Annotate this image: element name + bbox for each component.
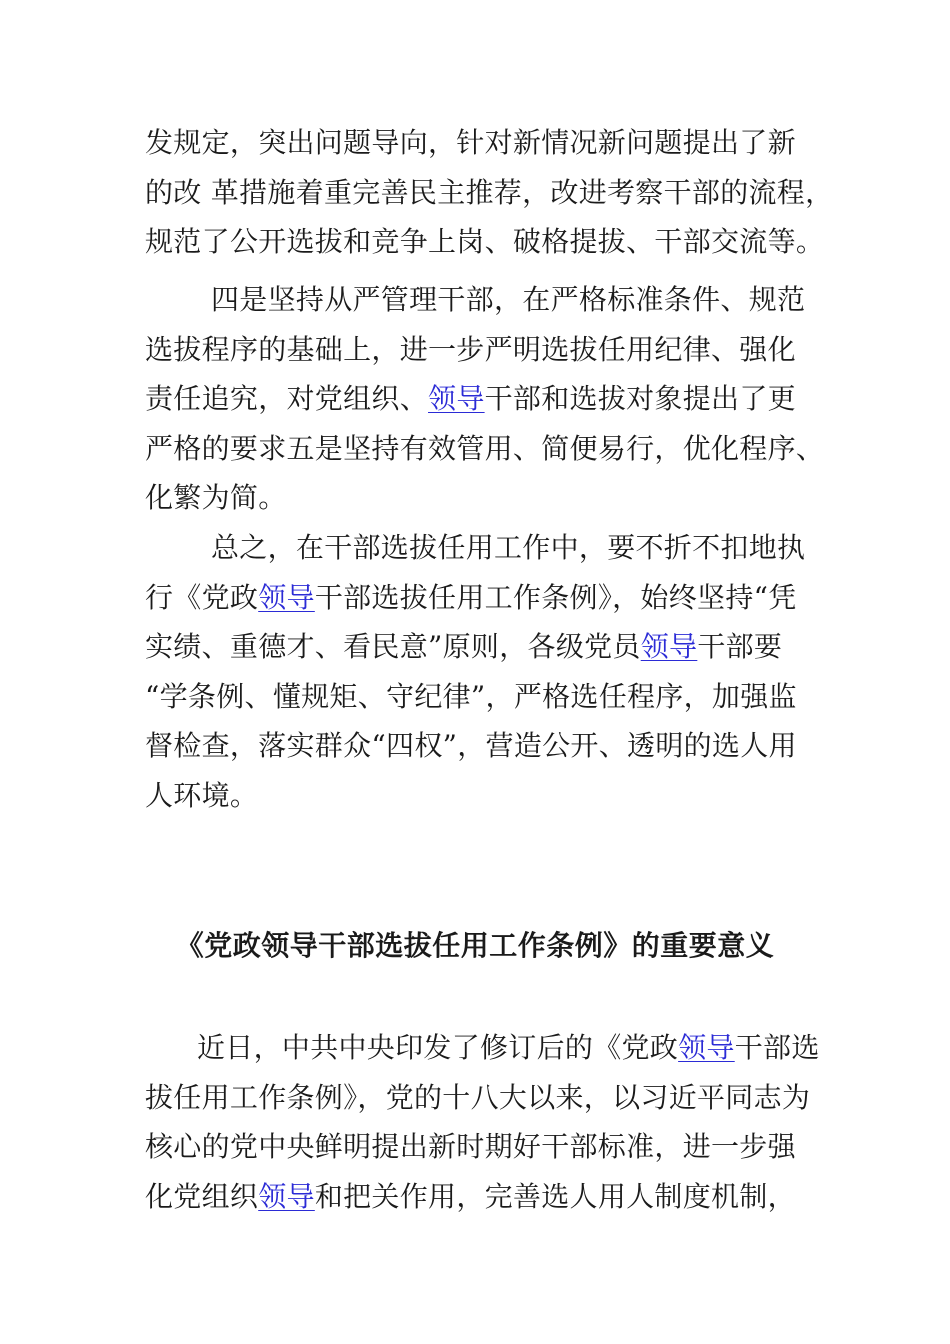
paragraph-3: [145, 523, 815, 820]
text-span: 实绩、重德才、看民意”原则，各级党员: [145, 630, 641, 663]
paragraph-line: 总之，在干部选拔任用工作中，要不折不扣地执: [211, 531, 806, 564]
text-span: 化党组织: [145, 1179, 259, 1213]
text-span: 责任追究，对党组织、: [145, 382, 429, 415]
paragraph-line: 人环境。: [145, 778, 259, 812]
text-span: 干部要: [697, 630, 783, 663]
paragraph-line: 规范了公开选拔和竞争上岗、破格提拔、干部交流等。: [145, 225, 825, 258]
paragraph-line: [145, 573, 815, 623]
text-span: 行《党政: [145, 580, 259, 614]
text-span: 和把关作用，完善选人用人制度机制，: [314, 1179, 796, 1213]
paragraph-1: [145, 118, 834, 267]
paragraph-line: 严格的要求五是坚持有效管用、简便易行，优化程序、: [145, 431, 825, 465]
leader-link[interactable]: 领导: [640, 630, 698, 663]
section-heading: 《党政领导干部选拔任用工作条例》的重要意义: [175, 929, 775, 962]
paragraph-2: [145, 275, 825, 523]
paragraph-line: [145, 374, 815, 424]
text-span: 干部选拔任用工作条例》，始终坚持“凭: [314, 580, 797, 614]
paragraph-line: [145, 622, 815, 672]
paragraph-line: 督检查，落实群众“四权”，营造公开、透明的选人用: [145, 729, 797, 762]
paragraph-4: [145, 1023, 820, 1221]
paragraph-line: [145, 1172, 815, 1222]
paragraph-line: [145, 1023, 820, 1073]
text-span: 干部选: [734, 1031, 820, 1064]
paragraph-line: 发规定，突出问题导向，针对新情况新问题提出了新: [145, 126, 796, 159]
leader-link[interactable]: 领导: [428, 382, 485, 415]
leader-link[interactable]: 领导: [258, 1179, 315, 1213]
paragraph-line: 核心的党中央鲜明提出新时期好干部标准，进一步强: [145, 1130, 796, 1163]
paragraph-line: 化繁为简。: [145, 481, 287, 514]
paragraph-line: 选拔程序的基础上，进一步严明选拔任用纪律、强化: [145, 332, 796, 366]
leader-link[interactable]: 领导: [258, 580, 315, 614]
leader-link[interactable]: 领导: [678, 1031, 735, 1064]
paragraph-line: 四是坚持从严管理干部，在严格标准条件、规范: [211, 283, 806, 316]
text-span: 近日，中共中央印发了修订后的《党政: [197, 1031, 679, 1064]
text-span: 干部和选拔对象提出了更: [484, 382, 796, 415]
paragraph-line: “学条例、懂规矩、守纪律”，严格选任程序，加强监: [145, 679, 797, 713]
paragraph-line: 的改 革措施着重完善民主推荐，改进考察干部的流程，: [145, 175, 834, 209]
paragraph-line: 拔任用工作条例》，党的十八大以来，以习近平同志为: [145, 1080, 811, 1114]
